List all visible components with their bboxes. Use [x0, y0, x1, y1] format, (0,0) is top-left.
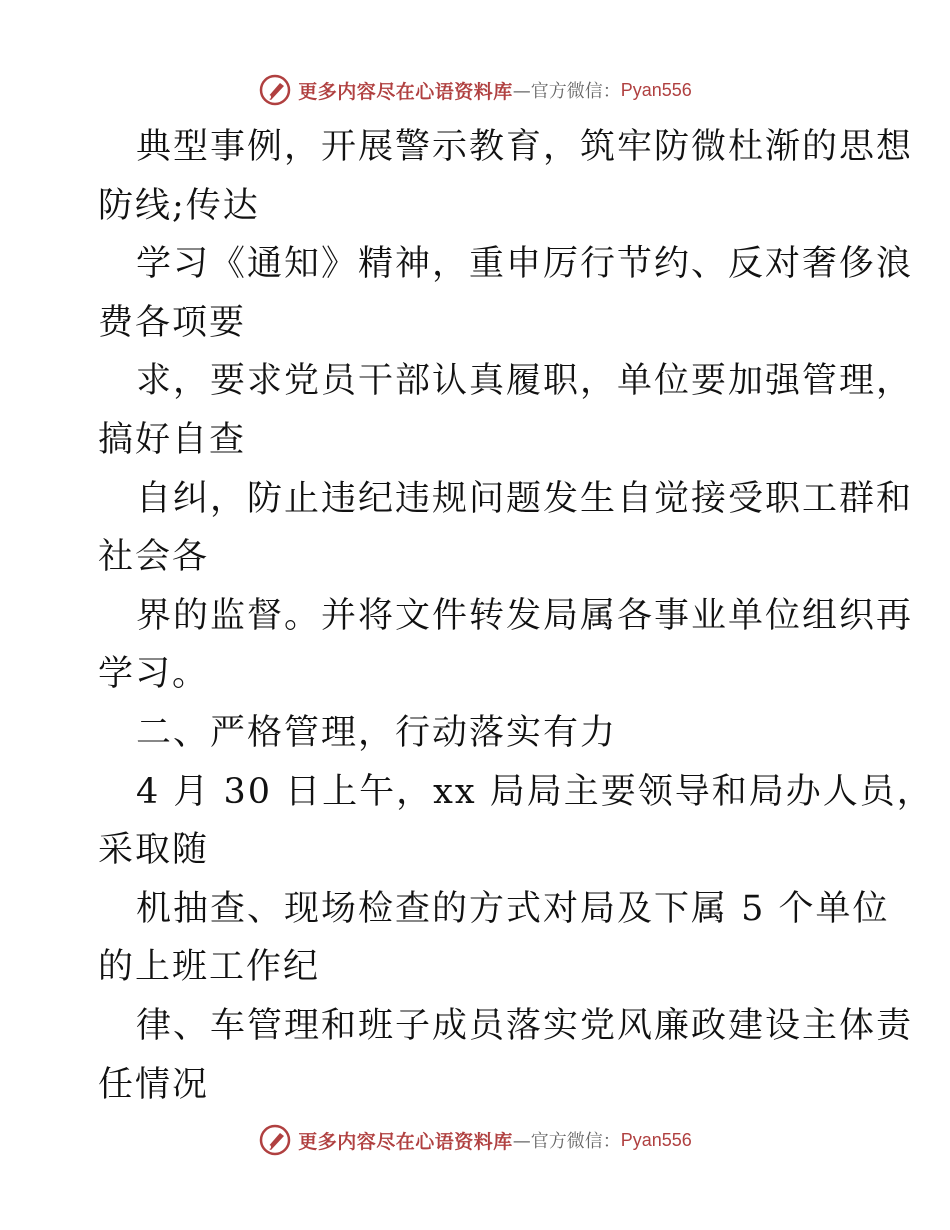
text-line: 典型事例，开展警示教育，筑牢防微杜渐的思想 [136, 127, 914, 167]
text-line: 学习《通知》精神，重申厉行节约、反对奢侈浪 [136, 244, 914, 285]
banner-wechat-id: Pyan556 [620, 79, 692, 100]
text-line: 求，要求党员干部认真履职，单位要加强管理， [136, 361, 914, 402]
text-line: 任情况 [98, 1064, 210, 1105]
banner-site-name: 更多内容尽在心语资料库 [298, 80, 513, 103]
text-line: 机抽查、现场检查的方式对局及下属 5 个单位 [136, 888, 890, 929]
document-body [98, 118, 934, 1114]
text-line: 界的监督。并将文件转发局属各事业单位组织再 [136, 595, 914, 636]
text-line: 的上班工作纪 [98, 947, 321, 988]
text-line: 学习。 [98, 654, 210, 695]
pen-logo-icon [258, 73, 292, 107]
text-line: 二、严格管理，行动落实有力 [136, 712, 618, 753]
header-banner [0, 70, 950, 110]
pen-logo-icon [258, 1123, 292, 1157]
text-line: 律、车管理和班子成员落实党风廉政建设主体责 [136, 1005, 914, 1046]
banner-wechat-label: —官方微信： [512, 1131, 621, 1152]
text-line: 搞好自查 [98, 419, 247, 460]
text-line: 防线;传达 [98, 185, 260, 226]
banner-wechat-id: Pyan556 [620, 1129, 692, 1150]
text-line: 采取随 [98, 830, 210, 871]
banner-wechat-label: —官方微信： [512, 81, 621, 102]
footer-banner [0, 1120, 950, 1160]
banner-site-name: 更多内容尽在心语资料库 [298, 1130, 513, 1153]
text-line: 费各项要 [98, 302, 247, 343]
text-line: 社会各 [98, 537, 210, 578]
text-line: 4 月 30 日上午，xx 局局主要领导和局办人员， [136, 771, 934, 812]
text-line: 自纠，防止违纪违规问题发生自觉接受职工群和 [136, 478, 914, 519]
